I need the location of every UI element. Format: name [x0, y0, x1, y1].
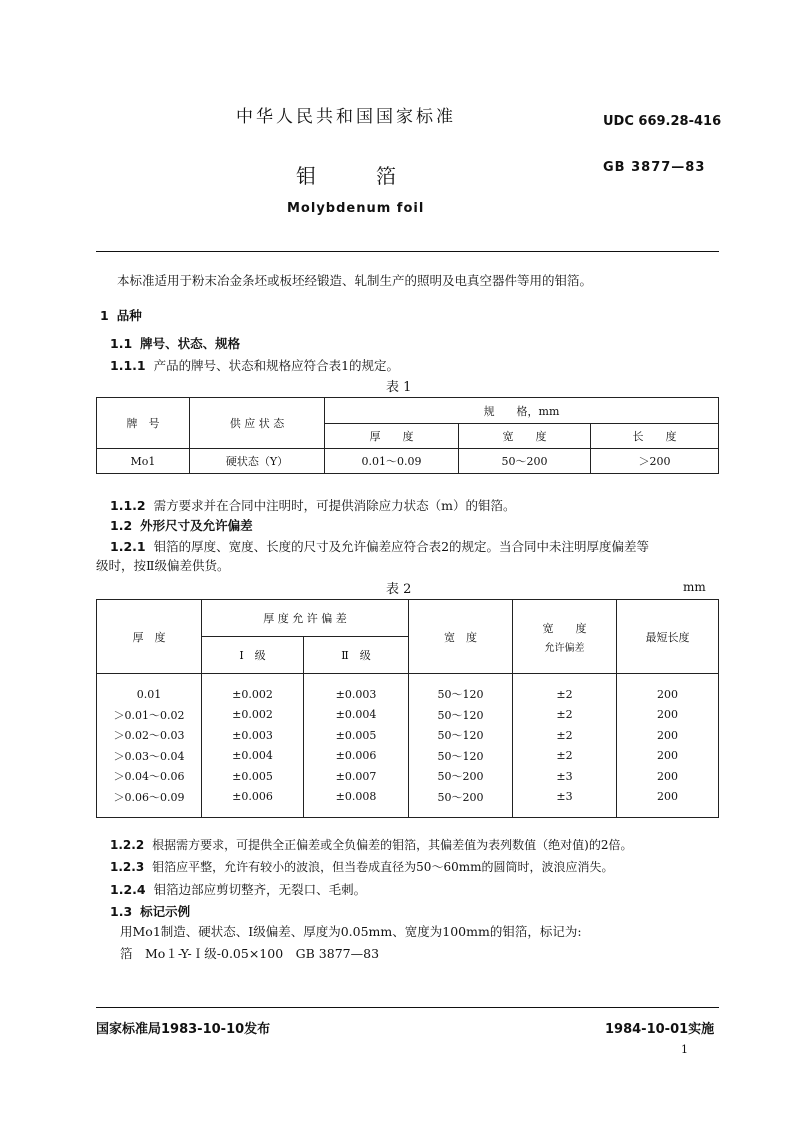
table-row: [97, 725, 719, 746]
t2-cell-grade-1: ±0.002: [202, 705, 304, 726]
clause-number: 1.2.4: [110, 882, 146, 897]
t2-cell-width: 50～120: [409, 705, 513, 726]
header-divider: [96, 251, 719, 252]
clause-1-2-3: [110, 858, 613, 875]
page-number: 1: [681, 1043, 688, 1056]
table-1: [96, 397, 719, 474]
section-title: 外形尺寸及允许偏差: [140, 518, 253, 533]
intro-paragraph: 本标准适用于粉末冶金条坯或板坯经锻造、轧制生产的照明及电真空器件等用的钼箔。: [117, 273, 593, 288]
clause-1-1-2: [110, 496, 515, 514]
t1-cell-length: ＞200: [591, 449, 719, 474]
t1-header-spec: 规 格，mm: [325, 398, 719, 424]
table-row: [97, 746, 719, 767]
table-spacer-row: [97, 674, 719, 685]
t1-header-width: 宽 度: [459, 424, 591, 449]
clause-1-2-4: [110, 880, 366, 898]
section-number: 1.1: [110, 336, 133, 351]
section-title: 牌号、状态、规格: [140, 336, 241, 351]
t2-cell-thickness: ＞0.02～0.03: [97, 725, 202, 746]
section-number: 1.2: [110, 518, 133, 533]
t1-header-thickness: 厚 度: [325, 424, 459, 449]
clause-text: 钼箔的厚度、宽度、长度的尺寸及允许偏差应符合表2的规定。当合同中未注明厚度偏差等: [153, 539, 650, 554]
clause-1-2-2: [110, 836, 633, 853]
clause-text: 钼箔应平整，允许有较小的波浪，但当卷成直径为50～60mm的圆筒时，波浪应消失。: [152, 860, 614, 874]
clause-1-1-1: [110, 356, 399, 374]
t2-cell-grade-1: ±0.002: [202, 684, 304, 705]
section-number: 1.3: [110, 904, 133, 919]
table-row: [97, 449, 719, 474]
t1-header-grade: 牌 号: [97, 398, 190, 449]
table-row: [97, 766, 719, 787]
t2-cell-width-tolerance: ±2: [513, 684, 617, 705]
clause-number: 1.1.2: [110, 498, 146, 513]
t2-cell-min-length: 200: [617, 746, 719, 767]
clause-number: 1.2.3: [110, 860, 145, 874]
t2-cell-grade-2: ±0.005: [304, 725, 409, 746]
t1-cell-grade: Mo1: [97, 449, 190, 474]
english-title: Molybdenum foil: [287, 201, 425, 216]
udc-code: UDC 669.28-416: [603, 114, 722, 129]
table-2-caption: 表 2: [386, 582, 412, 597]
t2-cell-min-length: 200: [617, 787, 719, 818]
t2-cell-width: 50～120: [409, 746, 513, 767]
t2-cell-width-tolerance: ±2: [513, 746, 617, 767]
t2-cell-grade-2: ±0.006: [304, 746, 409, 767]
t2-cell-grade-1: ±0.006: [202, 787, 304, 818]
section-1-1-heading: [110, 334, 240, 352]
t2-cell-width: 50～120: [409, 725, 513, 746]
marking-description: 用Mo1制造、硬状态、I级偏差、厚度为0.05mm、宽度为100mm的钼箔，标记为:: [120, 924, 582, 939]
t2-cell-min-length: 200: [617, 705, 719, 726]
t2-header-width-tolerance: [513, 600, 617, 674]
t2-cell-width-tolerance: ±3: [513, 787, 617, 818]
t2-header-min-length: 最短长度: [617, 600, 719, 674]
clause-text: 产品的牌号、状态和规格应符合表1的规定。: [153, 358, 400, 373]
t2-cell-min-length: 200: [617, 684, 719, 705]
section-title: 品种: [116, 308, 142, 323]
clause-1-2-1-line-1: [110, 537, 649, 555]
t2-header-width-tolerance-line-2: 允许偏差: [544, 642, 585, 654]
t2-cell-min-length: 200: [617, 725, 719, 746]
t2-cell-grade-2: ±0.007: [304, 766, 409, 787]
t1-cell-width: 50～200: [459, 449, 591, 474]
t2-cell-width: 50～200: [409, 766, 513, 787]
t2-header-width-tolerance-line-1: 宽 度: [542, 621, 587, 635]
section-number: 1: [100, 308, 109, 323]
t2-cell-width-tolerance: ±3: [513, 766, 617, 787]
clause-number: 1.1.1: [110, 358, 146, 373]
gb-code: GB 3877—83: [603, 160, 706, 175]
t2-cell-width: 50～200: [409, 787, 513, 818]
t2-header-grade-2: Ⅱ 级: [304, 637, 409, 674]
t2-header-thickness: 厚 度: [97, 600, 202, 674]
t2-cell-grade-1: ±0.004: [202, 746, 304, 767]
t2-cell-thickness: ＞0.03～0.04: [97, 746, 202, 767]
section-1-3-heading: [110, 902, 190, 920]
issue-date: 国家标准局1983-10-10发布: [96, 1022, 271, 1037]
t2-header-tolerance: 厚 度 允 许 偏 差: [202, 600, 409, 637]
table-row: [97, 705, 719, 726]
t2-cell-grade-2: ±0.008: [304, 787, 409, 818]
t2-cell-thickness: ＞0.01～0.02: [97, 705, 202, 726]
t1-cell-state: 硬状态（Y）: [190, 449, 325, 474]
t2-cell-width: 50～120: [409, 684, 513, 705]
t2-cell-grade-1: ±0.003: [202, 725, 304, 746]
clause-number: 1.2.2: [110, 838, 145, 852]
clause-text: 根据需方要求，可提供全正偏差或全负偏差的钼箔，其偏差值为表列数值（绝对值)的2倍。: [152, 838, 633, 852]
t2-cell-grade-1: ±0.005: [202, 766, 304, 787]
section-title: 标记示例: [140, 904, 191, 919]
t2-cell-thickness: ＞0.06～0.09: [97, 787, 202, 818]
t2-cell-grade-2: ±0.004: [304, 705, 409, 726]
clause-text: 需方要求并在合同中注明时，可提供消除应力状态（m）的钼箔。: [153, 498, 516, 513]
t2-cell-thickness: ＞0.04～0.06: [97, 766, 202, 787]
t2-cell-width-tolerance: ±2: [513, 705, 617, 726]
t2-header-grade-1: Ⅰ 级: [202, 637, 304, 674]
title-char-1: 钼: [296, 164, 316, 188]
clause-text: 钼箔边部应剪切整齐，无裂口、毛刺。: [153, 882, 367, 897]
table-2: [96, 599, 719, 818]
t2-cell-grade-2: ±0.003: [304, 684, 409, 705]
section-1-heading: [100, 306, 142, 324]
clause-number: 1.2.1: [110, 539, 146, 554]
t1-cell-thickness: 0.01～0.09: [325, 449, 459, 474]
clause-1-2-1-line-2: 级时，按Ⅱ级偏差供货。: [96, 558, 230, 573]
table-row: [97, 787, 719, 818]
document-title: [296, 160, 396, 189]
table-row: [97, 684, 719, 705]
t1-header-state: 供 应 状 态: [190, 398, 325, 449]
table-1-caption: 表 1: [386, 380, 412, 395]
marking-example: 箔 Mo１-Y-Ｉ级-0.05×100 GB 3877—83: [120, 946, 380, 961]
title-char-2: 箔: [376, 164, 396, 188]
t2-cell-min-length: 200: [617, 766, 719, 787]
table-2-unit: mm: [683, 580, 706, 594]
t2-cell-thickness: 0.01: [97, 684, 202, 705]
t1-header-length: 长 度: [591, 424, 719, 449]
t2-cell-width-tolerance: ±2: [513, 725, 617, 746]
t2-header-width: 宽 度: [409, 600, 513, 674]
section-1-2-heading: [110, 516, 253, 534]
national-standard-heading: 中华人民共和国国家标准: [236, 107, 456, 127]
effective-date: 1984-10-01实施: [605, 1022, 715, 1037]
footer-divider: [96, 1007, 719, 1008]
